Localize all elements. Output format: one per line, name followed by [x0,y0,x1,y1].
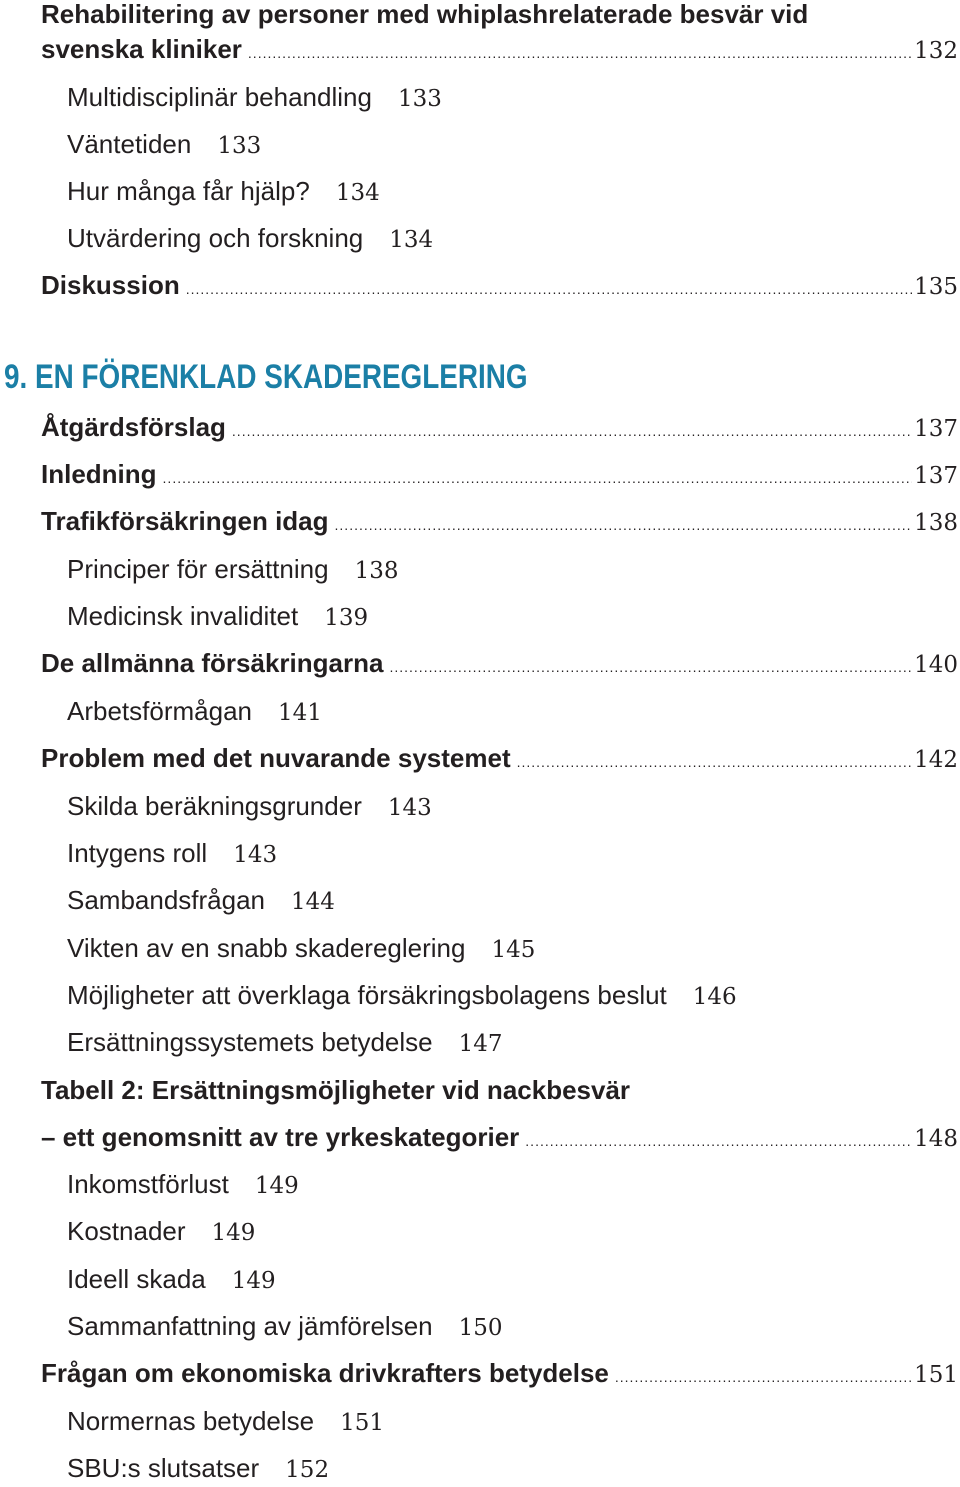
toc-entry-title: Rehabilitering av personer med whiplashrelaterade besvär vid [41,0,809,29]
toc-page-number: 133 [217,133,262,159]
dot-leader [615,1360,912,1394]
toc-subentry-vikten[interactable] [67,931,960,967]
toc-entry-title: Tabell 2: Ersättningsmöjligheter vid nackbesvär [41,1075,631,1105]
toc-subentry-title: Skilda beräkningsgrunder [67,791,362,821]
toc-subentry-hur-manga[interactable] [67,174,960,210]
toc-subentry-ersattningssystemets[interactable] [67,1025,960,1061]
toc-entry-title: Problem med det nuvarande systemet [41,743,511,773]
toc-entry-title: svenska kliniker [41,34,242,64]
toc-subentry-skilda[interactable] [67,789,960,825]
toc-page-number: 143 [387,795,432,821]
toc-page-number: 138 [914,510,958,536]
dot-leader [525,1124,912,1158]
toc-page-number: 147 [458,1031,503,1057]
toc-subentry-principer[interactable] [67,552,960,588]
toc-page-number: 134 [389,227,434,253]
toc-page-number: 151 [914,1362,958,1388]
toc-page-number: 134 [335,180,380,206]
toc-subentry-title: Kostnader [67,1216,186,1246]
chapter-heading: 9. EN FÖRENKLAD SKADEREGLERING [4,358,528,396]
toc-page-number: 137 [914,416,958,442]
toc-page-number: 152 [285,1457,330,1483]
toc-subentry-intygens[interactable] [67,836,960,872]
toc-subentry-title: Multidisciplinär behandling [67,82,372,112]
toc-entry-fragan[interactable] [41,1356,958,1394]
toc-entry-title: Trafikförsäkringen idag [41,506,329,536]
toc-subentry-title: Hur många får hjälp? [67,176,310,206]
toc-subentry-sammanfattning[interactable] [67,1309,960,1345]
toc-page-number: 141 [277,700,322,726]
toc-page-number: 135 [914,274,958,300]
toc-subentry-title: Normernas betydelse [67,1406,315,1436]
toc-entry-title: Frågan om ekonomiska drivkrafters betydelse [41,1358,609,1388]
toc-page-number: 149 [231,1268,276,1294]
toc-entry-title: Åtgärdsförslag [41,412,226,442]
toc-subentry-kostnader[interactable] [67,1214,960,1250]
toc-subentry-mojligheter[interactable] [67,978,960,1014]
toc-subentry-utvardering[interactable] [67,221,960,257]
toc-page-number: 142 [914,747,958,773]
toc-subentry-arbetsformagan[interactable] [67,694,960,730]
toc-subentry-normernas[interactable] [67,1404,960,1440]
toc-subentry-title: Sambandsfrågan [67,885,266,915]
toc-entry-trafikforsakringen[interactable] [41,504,958,542]
toc-page-number: 150 [458,1315,503,1341]
toc-entry-problem[interactable] [41,741,958,779]
toc-entry-atgardsforslag[interactable] [41,410,958,448]
toc-entry-title: – ett genomsnitt av tre yrkeskategorier [41,1122,520,1152]
toc-subentry-inkomstforlust[interactable] [67,1167,960,1203]
toc-entry-tabell[interactable] [41,1120,958,1158]
toc-entry-diskussion[interactable] [41,268,958,306]
toc-subentry-title: Inkomstförlust [67,1169,229,1199]
toc-entry-inledning[interactable] [41,457,958,495]
dot-leader [517,745,912,779]
toc-page-number: 133 [397,86,442,112]
toc-page-number: 146 [692,984,737,1010]
toc-page-number: 148 [914,1126,958,1152]
toc-subentry-title: Möjligheter att överklaga försäkringsbolagens beslut [67,980,667,1010]
toc-page-number: 143 [233,842,278,868]
toc-page-number: 132 [914,38,958,64]
toc-subentry-title: Intygens roll [67,838,208,868]
toc-subentry-title: Principer för ersättning [67,554,329,584]
toc-page-number: 139 [324,605,369,631]
toc-subentry-title: Medicinsk invaliditet [67,601,299,631]
toc-entry-rehab-line1 [41,0,960,31]
toc-page-number: 140 [914,652,958,678]
toc-subentry-multidisciplinar[interactable] [67,80,960,116]
toc-entry-title: Inledning [41,459,157,489]
dot-leader [232,414,912,448]
toc-entry-tabell-line1 [41,1073,960,1107]
toc-subentry-title: SBU:s slutsatser [67,1453,260,1483]
toc-entry-title: Diskussion [41,270,180,300]
toc-page-number: 145 [491,937,536,963]
toc-page-number: 137 [914,463,958,489]
toc-subentry-ideell-skada[interactable] [67,1262,960,1298]
dot-leader [186,272,912,306]
toc-page-number: 138 [354,558,399,584]
dot-leader [163,461,913,495]
toc-subentry-vantetiden[interactable] [67,127,960,163]
toc-page-number: 144 [291,889,335,915]
toc-subentry-title: Sammanfattning av jämförelsen [67,1311,433,1341]
toc-subentry-title: Vikten av en snabb skadereglering [67,933,466,963]
toc-subentry-title: Arbetsförmågan [67,696,252,726]
dot-leader [389,650,912,684]
toc-subentry-title: Väntetiden [67,129,192,159]
toc-subentry-sambandsfragan[interactable] [67,883,960,919]
toc-entry-rehab[interactable] [41,32,958,70]
toc-page-number: 149 [254,1173,299,1199]
toc-entry-allmanna[interactable] [41,646,958,684]
toc-subentry-title: Utvärdering och forskning [67,223,364,253]
toc-page-number: 149 [211,1220,256,1246]
toc-subentry-medicinsk[interactable] [67,599,960,635]
dot-leader [335,508,913,542]
toc-page-number: 151 [340,1410,385,1436]
toc-entry-title: De allmänna försäkringarna [41,648,384,678]
toc-subentry-title: Ideell skada [67,1264,206,1294]
dot-leader [248,36,912,70]
toc-subentry-title: Ersättningssystemets betydelse [67,1027,433,1057]
